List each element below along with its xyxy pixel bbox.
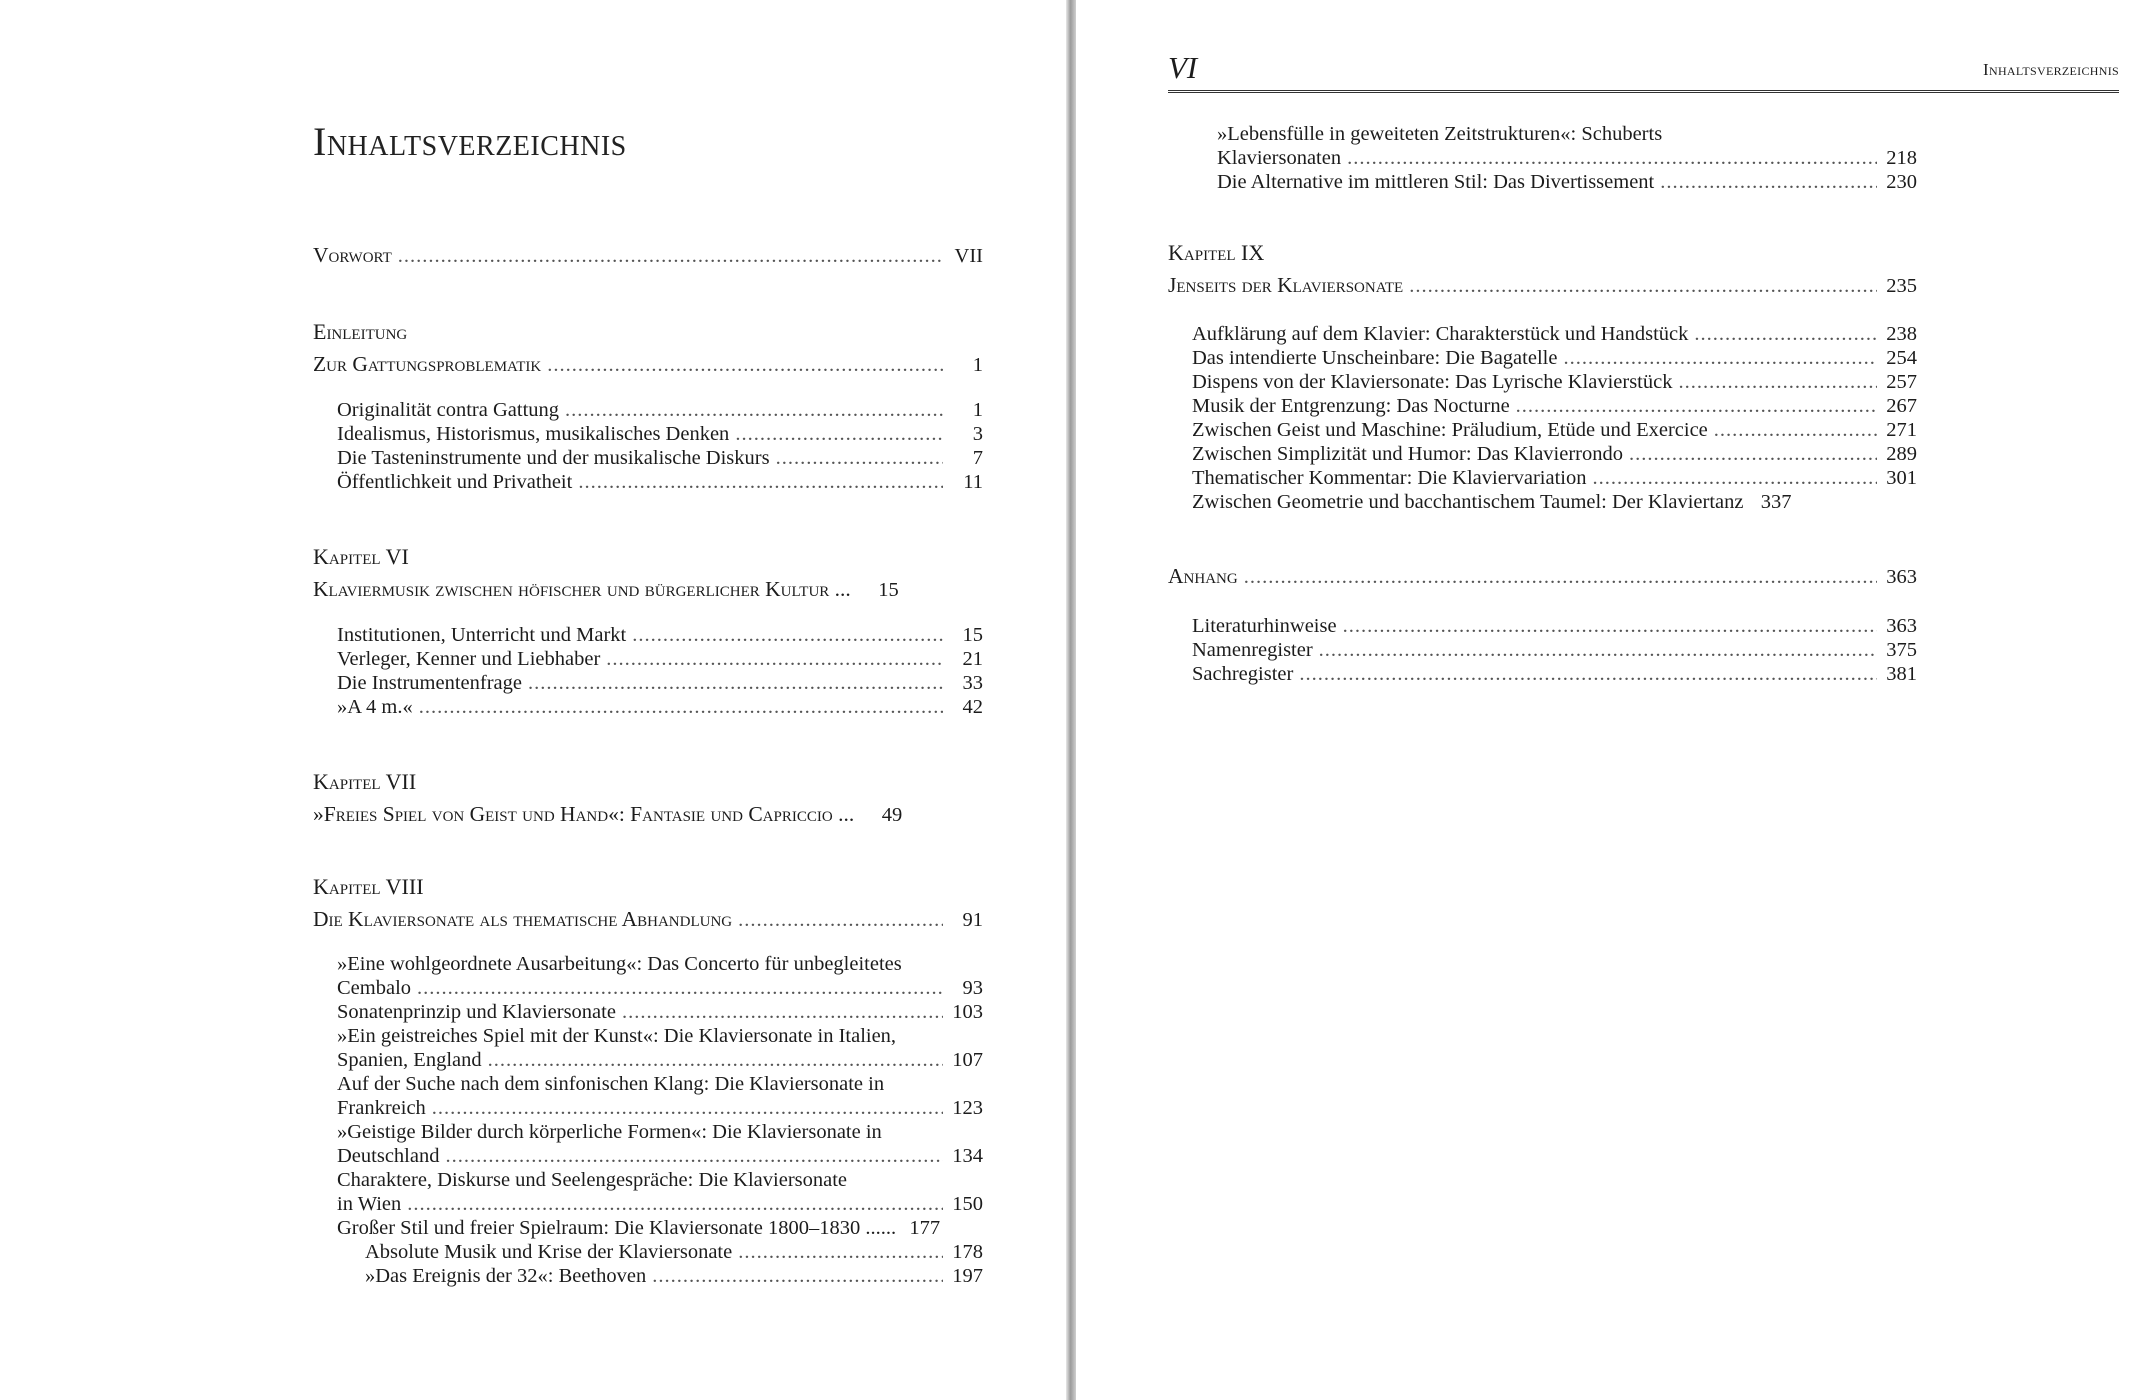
running-title: Inhaltsverzeichnis <box>1983 60 2119 79</box>
entry-page: 238 <box>1886 323 1917 345</box>
toc-entry[interactable] <box>1192 638 1917 662</box>
entry-title: Das intendierte Unscheinbare: Die Bagatelle <box>1192 347 1558 369</box>
toc-entry-kapitel-7[interactable] <box>313 802 983 826</box>
entry-page: 363 <box>1886 615 1917 637</box>
entry-title: Aufklärung auf dem Klavier: Charakterstück und Handstück <box>1192 323 1689 345</box>
leader-dots <box>1714 418 1877 442</box>
entry-title: Originalität contra Gattung <box>337 399 560 421</box>
toc-entry[interactable] <box>1192 442 1917 466</box>
book-gutter <box>1066 0 1076 1400</box>
toc-entry[interactable] <box>337 1144 983 1168</box>
page-number: VI <box>1168 50 1198 85</box>
entry-page: 381 <box>1886 663 1917 685</box>
entry-page: 267 <box>1886 395 1917 417</box>
toc-entry[interactable] <box>337 1192 983 1216</box>
leader-dots <box>547 353 943 377</box>
entry-title: Absolute Musik und Krise der Klaviersonate <box>365 1241 733 1263</box>
entry-title-line1: »Ein geistreiches Spiel mit der Kunst«: Die Klaviersonate in Italien, <box>337 1025 897 1047</box>
entry-page: 178 <box>952 1241 983 1263</box>
toc-continued-items <box>1217 122 1917 194</box>
entry-title: Dispens von der Klaviersonate: Das Lyrische Klavierstück <box>1192 371 1673 393</box>
entry-page: 3 <box>972 423 983 445</box>
entry-title: Sonatenprinzip und Klaviersonate <box>337 1001 616 1023</box>
toc-kapitel-9 <box>1168 241 1917 297</box>
leader-dots <box>1409 274 1877 298</box>
entry-title: Thematischer Kommentar: Die Klaviervariation <box>1192 467 1587 489</box>
leader-dots <box>738 908 943 932</box>
toc-entry[interactable] <box>1192 490 1917 514</box>
leader-dots <box>735 422 943 446</box>
leader-dots <box>622 1000 943 1024</box>
toc-entry[interactable] <box>337 398 983 422</box>
entry-title: Literaturhinweise <box>1192 615 1337 637</box>
toc-kapitel-8 <box>313 875 983 931</box>
entry-title: Zwischen Geometrie und bacchantischem Taumel: Der Klaviertanz <box>1192 491 1744 513</box>
toc-vorwort <box>313 243 983 267</box>
toc-entry-kapitel-9[interactable] <box>1168 273 1917 297</box>
entry-title: Zur Gattungsproblematik <box>313 352 542 376</box>
entry-title: Vorwort <box>313 243 392 267</box>
entry-page: 42 <box>962 696 983 718</box>
entry-page: 289 <box>1886 443 1917 465</box>
toc-einleitung-items <box>313 398 983 494</box>
leader-dots <box>1660 170 1877 194</box>
entry-title: »A 4 m.« <box>337 696 413 718</box>
entry-title: Cembalo <box>337 977 412 999</box>
entry-title: Die Klaviersonate als thematische Abhandlung <box>313 907 733 931</box>
leader-dots <box>488 1048 943 1072</box>
toc-entry-anhang[interactable] <box>1168 564 1917 588</box>
toc-entry[interactable] <box>337 695 983 719</box>
entry-title: Zwischen Simplizität und Humor: Das Klavierrondo <box>1192 443 1623 465</box>
entry-title: Klaviermusik zwischen höfischer und bürgerlicher Kultur ... <box>313 577 851 601</box>
leader-dots <box>578 470 943 494</box>
leader-dots <box>528 671 943 695</box>
entry-title-line1: »Lebensfülle in geweiteten Zeitstrukturen«: Schuberts <box>1217 123 1663 145</box>
toc-entry-kapitel-8[interactable] <box>313 907 983 931</box>
entry-page: 15 <box>962 624 983 646</box>
chapter-heading: Kapitel IX <box>1168 240 1265 265</box>
leader-dots <box>1343 614 1877 638</box>
toc-subentry[interactable] <box>337 1240 983 1264</box>
toc-anhang <box>1168 564 1917 588</box>
leader-dots <box>417 976 943 1000</box>
toc-entry[interactable] <box>1192 466 1917 490</box>
page-title: Inhaltsverzeichnis <box>313 119 627 164</box>
entry-title: Die Instrumentenfrage <box>337 672 522 694</box>
entry-title-line1: Auf der Suche nach dem sinfonischen Klang: Die Klaviersonate in <box>337 1073 885 1095</box>
entry-title: Anhang <box>1168 564 1238 588</box>
toc-entry[interactable] <box>1192 322 1917 346</box>
entry-title: Öffentlichkeit und Privatheit <box>337 471 573 493</box>
entry-title: Klaviersonaten <box>1217 147 1342 169</box>
toc-entry[interactable] <box>1192 662 1917 686</box>
leader-dots <box>407 1192 943 1216</box>
entry-title-line1: »Geistige Bilder durch körperliche Formen«: Die Klaviersonate in <box>337 1121 882 1143</box>
leader-dots <box>1516 394 1877 418</box>
entry-title: Sachregister <box>1192 663 1294 685</box>
entry-title: Frankreich <box>337 1097 426 1119</box>
toc-entry[interactable] <box>1192 418 1917 442</box>
entry-title: Institutionen, Unterricht und Markt <box>337 624 627 646</box>
entry-title: Großer Stil und freier Spielraum: Die Klaviersonate 1800–1830 ...... <box>337 1217 897 1239</box>
entry-page: 15 <box>878 579 899 601</box>
leader-dots <box>1694 322 1877 346</box>
entry-page: 7 <box>972 447 983 469</box>
leader-dots <box>1678 370 1877 394</box>
entry-page: 107 <box>952 1049 983 1071</box>
leader-dots <box>606 647 943 671</box>
toc-kapitel-9-items <box>1192 322 1917 514</box>
entry-page: 177 <box>909 1217 941 1239</box>
leader-dots <box>738 1240 943 1264</box>
entry-page: 11 <box>963 471 983 493</box>
leader-dots <box>432 1096 943 1120</box>
entry-page: 301 <box>1886 467 1917 489</box>
toc-einleitung <box>313 320 983 376</box>
entry-page: 1 <box>972 354 983 376</box>
entry-title: Spanien, England <box>337 1049 482 1071</box>
entry-page: VII <box>954 245 983 267</box>
leader-dots <box>445 1144 943 1168</box>
entry-title: Namenregister <box>1192 639 1313 661</box>
entry-title: Verleger, Kenner und Liebhaber <box>337 648 601 670</box>
leader-dots <box>398 244 943 268</box>
toc-entry[interactable] <box>337 470 983 494</box>
entry-page: 375 <box>1886 639 1917 661</box>
entry-page: 134 <box>952 1145 983 1167</box>
leader-dots <box>419 695 943 719</box>
toc-entry[interactable] <box>337 1216 983 1240</box>
entry-page: 21 <box>962 648 983 670</box>
toc-entry[interactable] <box>1217 146 1917 170</box>
toc-kapitel-7 <box>313 770 983 826</box>
entry-page: 91 <box>962 909 983 931</box>
leader-dots <box>632 623 943 647</box>
entry-title-line1: »Eine wohlgeordnete Ausarbeitung«: Das Concerto für unbegleitetes <box>337 953 902 975</box>
entry-title: »Das Ereignis der 32«: Beethoven <box>365 1265 647 1287</box>
toc-entry[interactable] <box>337 623 983 647</box>
entry-title: Die Alternative im mittleren Stil: Das Divertissement <box>1217 171 1655 193</box>
entry-page: 150 <box>952 1193 983 1215</box>
leader-dots <box>1629 442 1877 466</box>
entry-title: Jenseits der Klaviersonate <box>1168 273 1404 297</box>
entry-title: Musik der Entgrenzung: Das Nocturne <box>1192 395 1510 417</box>
toc-kapitel-6-items <box>313 623 983 719</box>
leader-dots <box>1299 662 1877 686</box>
entry-page: 1 <box>972 399 983 421</box>
leader-dots <box>1319 638 1877 662</box>
section-heading: Einleitung <box>313 319 408 344</box>
entry-title: »Freies Spiel von Geist und Hand«: Fantasie und Capriccio ... <box>313 802 855 826</box>
leader-dots <box>1347 146 1877 170</box>
entry-page: 93 <box>962 977 983 999</box>
leader-dots <box>1592 466 1877 490</box>
toc-subentry[interactable] <box>337 1264 983 1288</box>
entry-page: 123 <box>952 1097 983 1119</box>
left-page <box>0 0 1066 1400</box>
toc-kapitel-8-items <box>313 952 983 1288</box>
entry-title: Idealismus, Historismus, musikalisches Denken <box>337 423 730 445</box>
toc-entry-einleitung[interactable] <box>313 352 983 376</box>
toc-entry[interactable] <box>337 976 983 1000</box>
toc-entry[interactable] <box>337 671 983 695</box>
toc-anhang-items <box>1192 614 1917 686</box>
leader-dots <box>652 1264 943 1288</box>
entry-page: 197 <box>952 1265 983 1287</box>
entry-title: Die Tasteninstrumente und der musikalische Diskurs <box>337 447 770 469</box>
entry-page: 218 <box>1886 147 1917 169</box>
toc-entry[interactable] <box>337 1000 983 1024</box>
entry-page: 254 <box>1886 347 1917 369</box>
toc-entry[interactable] <box>337 446 983 470</box>
toc-entry[interactable] <box>1217 170 1917 194</box>
entry-title: Deutschland <box>337 1145 440 1167</box>
toc-entry[interactable] <box>337 422 983 446</box>
chapter-heading: Kapitel VIII <box>313 874 424 899</box>
running-header <box>1168 50 2119 93</box>
leader-dots <box>1244 565 1877 589</box>
toc-entry-vorwort[interactable] <box>313 243 983 267</box>
entry-page: 235 <box>1886 275 1917 297</box>
chapter-heading: Kapitel VII <box>313 769 417 794</box>
chapter-heading: Kapitel VI <box>313 544 409 569</box>
entry-title: in Wien <box>337 1193 402 1215</box>
toc-entry[interactable] <box>1192 614 1917 638</box>
toc-entry[interactable] <box>337 1048 983 1072</box>
toc-entry[interactable] <box>1192 370 1917 394</box>
toc-entry[interactable] <box>1192 346 1917 370</box>
toc-entry-kapitel-6[interactable] <box>313 577 983 601</box>
entry-page: 257 <box>1886 371 1917 393</box>
entry-title-line1: Charaktere, Diskurse und Seelengespräche: Die Klaviersonate <box>337 1169 848 1191</box>
right-page <box>1076 0 2136 1400</box>
entry-page: 230 <box>1886 171 1917 193</box>
entry-page: 103 <box>952 1001 983 1023</box>
entry-page: 49 <box>881 804 903 826</box>
leader-dots <box>1563 346 1877 370</box>
entry-page: 33 <box>962 672 983 694</box>
leader-dots <box>776 446 943 470</box>
entry-page: 363 <box>1886 566 1917 588</box>
leader-dots <box>565 398 943 422</box>
entry-page: 271 <box>1886 419 1917 441</box>
toc-entry[interactable] <box>337 1096 983 1120</box>
entry-title: Zwischen Geist und Maschine: Präludium, Etüde und Exercice <box>1192 419 1708 441</box>
toc-entry[interactable] <box>337 647 983 671</box>
toc-entry[interactable] <box>1192 394 1917 418</box>
entry-page: 337 <box>1760 491 1792 513</box>
toc-kapitel-6 <box>313 545 983 601</box>
